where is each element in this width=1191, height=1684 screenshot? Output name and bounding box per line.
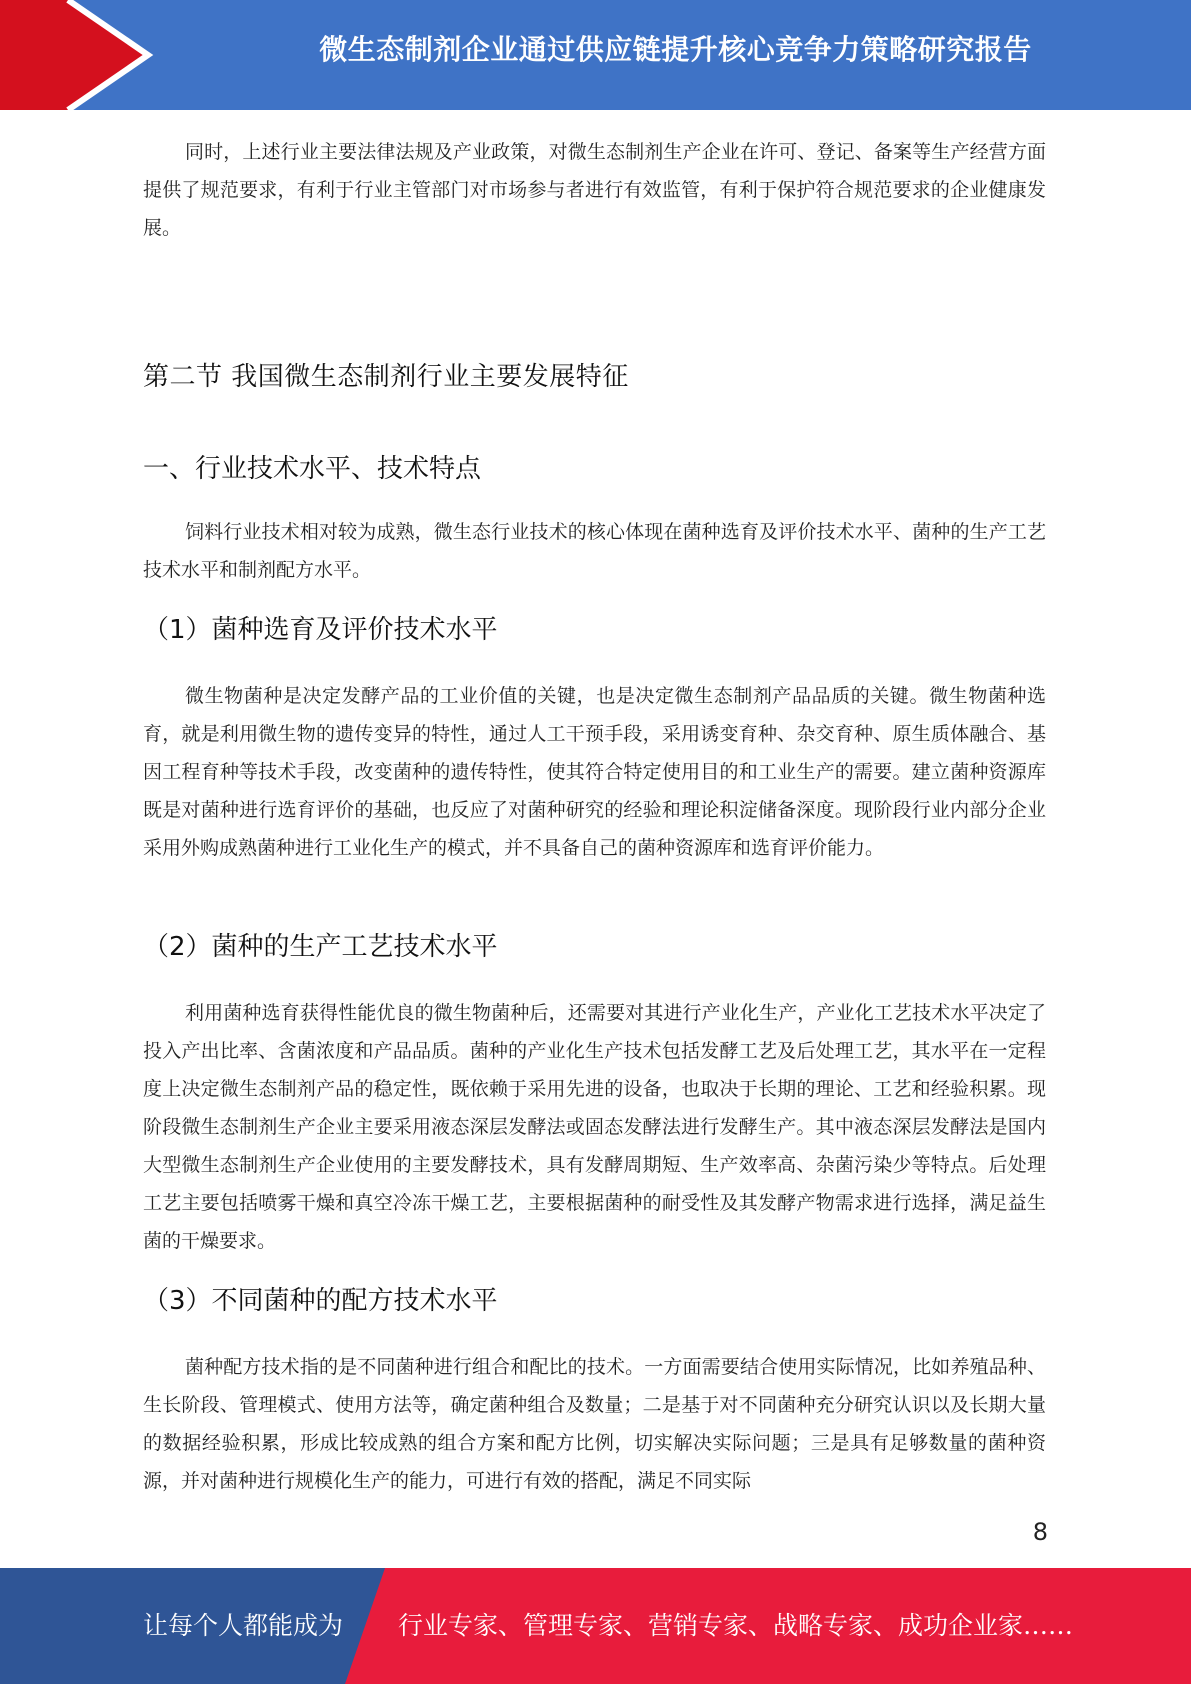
page-header — [0, 0, 1191, 110]
minor-heading-2: （2）菌种的生产工艺技术水平 — [143, 932, 498, 962]
tech-paragraph: 饲料行业技术相对较为成熟，微生态行业技术的核心体现在菌种选育及评价技术水平、菌种的生产工艺技术水平和制剂配方水平。 — [143, 521, 1046, 581]
m1-block — [143, 677, 1046, 867]
intro-paragraph: 同时，上述行业主要法律法规及产业政策，对微生态制剂生产企业在许可、登记、备案等生产经营方面提供了规范要求，有利于行业主管部门对市场参与者进行有效监管，有利于保护符合规范要求的企业健康发展。 — [143, 141, 1046, 239]
m2-block — [143, 994, 1046, 1260]
m2-paragraph: 利用菌种选育获得性能优良的微生物菌种后，还需要对其进行产业化生产，产业化工艺技术水平决定了投入产出比率、含菌浓度和产品品质。菌种的产业化生产技术包括发酵工艺及后处理工艺，其水平在一定程度上决定微生态制剂产品的稳定性，既依赖于采用先进的设备，也取决于长期的理论、工艺和经验积累。现阶段微生态制剂生产企业主要采用液态深层发酵法或固态发酵法进行发酵生产。其中液态深层发酵法是国内大型微生态制剂生产企业使用的主要发酵技术，具有发酵周期短、生产效率高、杂菌污染少等特点。后处理工艺主要包括喷雾干燥和真空冷冻干燥工艺，主要根据菌种的耐受性及其发酵产物需求进行选择，满足益生菌的干燥要求。 — [143, 1002, 1046, 1252]
section-title: 第二节 我国微生态制剂行业主要发展特征 — [143, 362, 629, 392]
footer-slogan-right: 行业专家、管理专家、营销专家、战略专家、成功企业家…… — [398, 1611, 1074, 1640]
tech-block — [143, 513, 1046, 589]
m1-paragraph: 微生物菌种是决定发酵产品的工业价值的关键，也是决定微生态制剂产品品质的关键。微生物菌种选育，就是利用微生物的遗传变异的特性，通过人工干预手段，采用诱变育种、杂交育种、原生质体融合、基因工程育种等技术手段，改变菌种的遗传特性，使其符合特定使用目的和工业生产的需要。建立菌种资源库既是对菌种进行选育评价的基础，也反应了对菌种研究的经验和理论积淀储备深度。现阶段行业内部分企业采用外购成熟菌种进行工业化生产的模式，并不具备自己的菌种资源库和选育评价能力。 — [143, 685, 1046, 859]
page-number: 8 — [1032, 1518, 1048, 1546]
footer-slogan-left: 让每个人都能成为 — [143, 1611, 344, 1640]
intro-block — [143, 133, 1046, 247]
page-footer — [0, 1568, 1191, 1684]
header-chevron-icon — [0, 0, 160, 110]
minor-heading-1: （1）菌种选育及评价技术水平 — [143, 615, 498, 645]
m3-block — [143, 1348, 1046, 1500]
m3-paragraph: 菌种配方技术指的是不同菌种进行组合和配比的技术。一方面需要结合使用实际情况，比如养殖品种、生长阶段、管理模式、使用方法等，确定菌种组合及数量；二是基于对不同菌种充分研究认识以及长期大量的数据经验积累，形成比较成熟的组合方案和配方比例，切实解决实际问题；三是具有足够数量的菌种资源，并对菌种进行规模化生产的能力，可进行有效的搭配，满足不同实际 — [143, 1356, 1046, 1492]
report-title: 微生态制剂企业通过供应链提升核心竞争力策略研究报告 — [319, 33, 1032, 66]
minor-heading-3: （3）不同菌种的配方技术水平 — [143, 1286, 498, 1316]
subheading-tech-level: 一、行业技术水平、技术特点 — [143, 454, 482, 484]
